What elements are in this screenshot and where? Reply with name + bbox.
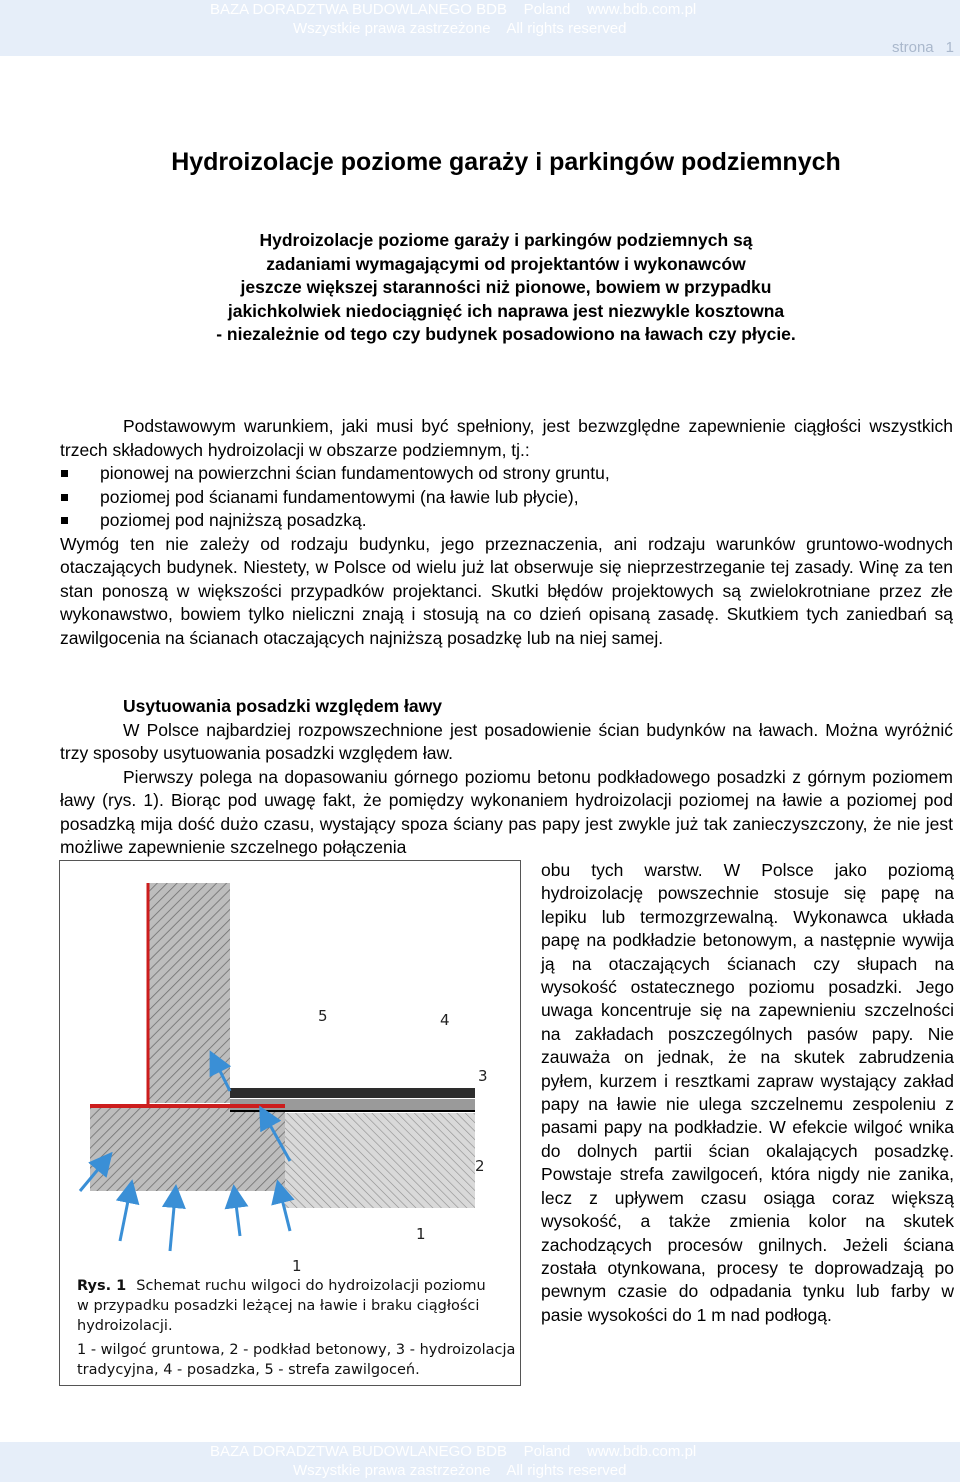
intro-paragraph: Podstawowym warunkiem, jaki musi być spełniony, jest bezwzględne zapewnienie ciągłości wszystkich trzech składowych hydroizolacji w obszarze podziemnym, tj.: bbox=[60, 416, 953, 460]
caption-label: Rys. 1 bbox=[77, 1278, 127, 1294]
requirements-paragraph: Wymóg ten nie zależy od rodzaju budynku, jego przeznaczenia, ani rodzaju warunków gruntowo-wodnych otaczających budynek. Niestety, w Polsce od wielu już lat obserwuje się nieprzestrzeganie tej zasady. Winę za ten stan ponoszą w większości przypadków projektanci. Skutki błędów projektowych są zwielokrotniane przez złe wykonawstwo, bowiem tylko nieliczni znają i stosują na co dzień opisaną zasadę. Skutkiem tych zaniedbań są zawilgocenia na ścianach otaczających najniższą posadzkę lub na niej samej. bbox=[60, 533, 953, 648]
label-2: 2 bbox=[475, 1157, 485, 1175]
bullet-icon bbox=[61, 470, 68, 477]
section-paragraph-2-continued: obu tych warstw. W Polsce jako poziomą hydroizolację powszechnie stosuje się papę na lepiku lub termozgrzewalną. Wykonawca układa papę na podkładzie betonowym, a następnie wywija ją na otaczających ścianach czy słupach na wysokość ostatecznego poziomu posadzki. Jego uwaga koncentruje się na zapewnieniu szczelności na zakładach poszczególnych pasów papy. Nie zauważa on jednak, że na skutek zabrudzenia pyłem, kurzem i resztkami zapraw wystający zakład papy na ławie nie ulega szczelnemu zespoleniu z pasami papy na podkładzie. W efekcie wilgoć wnika do dolnych partii ścian okalających posadzkę. Powstaje strefa zawilgoceń, która nigdy nie zanika, lecz z upływem czasu osiąga coraz większą wysokość, a także zmienia kolor na skutek zachodzących procesów gnilnych. Jeżeli ściana została otynkowana, procesy te doprowadzają po pewnym czasie do odpadania tynku lub farby w pasie wysokości do 1 m nad podłogą. bbox=[541, 860, 954, 1325]
list-item-text: poziomej pod najniższą posadzką. bbox=[100, 510, 367, 530]
footer-rights-line: Wszystkie prawa zastrzeżone All rights reserved bbox=[293, 1462, 627, 1479]
lead-paragraph bbox=[0, 229, 960, 347]
section-heading: Usytuowania posadzki względem ławy bbox=[123, 696, 442, 716]
body-section-intro bbox=[60, 415, 953, 650]
lead-line: - niezależnie od tego czy budynek posadowiono na ławach czy płycie. bbox=[216, 324, 796, 344]
label-4: 4 bbox=[440, 1011, 450, 1029]
legend-line: 1 - wilgoć gruntowa, 2 - podkład betonowy, 3 - hydroizolacja bbox=[77, 1342, 516, 1358]
list-item bbox=[60, 486, 953, 510]
page-number-value: 1 bbox=[945, 39, 954, 56]
lead-line: zadaniami wymagającymi od projektantów i wykonawców bbox=[266, 253, 746, 274]
caption-line: Schemat ruchu wilgoci do hydroizolacji poziomu bbox=[136, 1278, 486, 1294]
label-3: 3 bbox=[478, 1067, 488, 1085]
lead-line: jeszcze większej staranności niż pionowe, bowiem w przypadku bbox=[240, 277, 772, 297]
lead-line: Hydroizolacje poziome garaży i parkingów podziemnych są bbox=[259, 230, 753, 250]
legend-line: tradycyjna, 4 - posadzka, 5 - strefa zawilgoceń. bbox=[77, 1362, 420, 1378]
caption-line: w przypadku posadzki leżącej na ławie i braku ciągłości bbox=[77, 1298, 480, 1314]
page-footer bbox=[0, 1442, 960, 1482]
document-title: Hydroizolacje poziome garaży i parkingów podziemnych bbox=[171, 148, 841, 176]
section-paragraph-1: W Polsce najbardziej rozpowszechnione jest posadowienie ścian budynków na ławach. Można wyróżnić trzy sposoby usytuowania posadzki względem ław. bbox=[60, 719, 953, 763]
wall-section bbox=[148, 883, 230, 1103]
caption-line: hydroizolacji. bbox=[77, 1318, 173, 1334]
section-paragraph-2: Pierwszy polega na dopasowaniu górnego poziomu betonu podkładowego posadzki z górnym poziomem ławy (rys. 1). Biorąc pod uwagę fakt, że pomiędzy wykonaniem hydroizolacji poziomej na ławie a poziomej pod posadzką mija dość dużo czasu, wystający spoza ściany pas papy jest zwykle już tak zanieczyszczony, że nie jest możliwe zapewnienie szczelnego połączenia bbox=[60, 766, 953, 857]
page-header bbox=[0, 0, 960, 56]
list-item bbox=[60, 462, 953, 486]
bullet-icon bbox=[61, 494, 68, 501]
lead-line: jakichkolwiek niedociągnięć ich naprawa jest niezwykle kosztowna bbox=[227, 300, 785, 321]
bullet-icon bbox=[61, 517, 68, 524]
header-rights-line: Wszystkie prawa zastrzeżone All rights reserved bbox=[293, 20, 627, 37]
label-1b: 1 bbox=[292, 1257, 302, 1275]
figure-rys-1 bbox=[59, 860, 521, 1386]
footing bbox=[90, 1106, 285, 1191]
figure-caption bbox=[77, 1277, 486, 1297]
header-publisher-line: BAZA DORADZTWA BUDOWLANEGO BDB Poland www.bdb.com.pl bbox=[210, 1, 697, 18]
page-label: strona bbox=[891, 39, 934, 56]
section-floor-position bbox=[60, 695, 953, 860]
soil bbox=[285, 1113, 475, 1208]
label-5: 5 bbox=[318, 1007, 328, 1025]
requirements-list bbox=[60, 462, 953, 533]
list-item-text: poziomej pod ścianami fundamentowymi (na ławie lub płycie), bbox=[100, 486, 579, 507]
page-number bbox=[880, 39, 954, 57]
floor-layer bbox=[230, 1088, 475, 1098]
list-item-text: pionowej na powierzchni ścian fundamentowych od strony gruntu, bbox=[100, 463, 610, 483]
list-item bbox=[60, 509, 953, 533]
label-1: 1 bbox=[416, 1225, 426, 1243]
footer-publisher-line: BAZA DORADZTWA BUDOWLANEGO BDB Poland www.bdb.com.pl bbox=[210, 1443, 697, 1460]
